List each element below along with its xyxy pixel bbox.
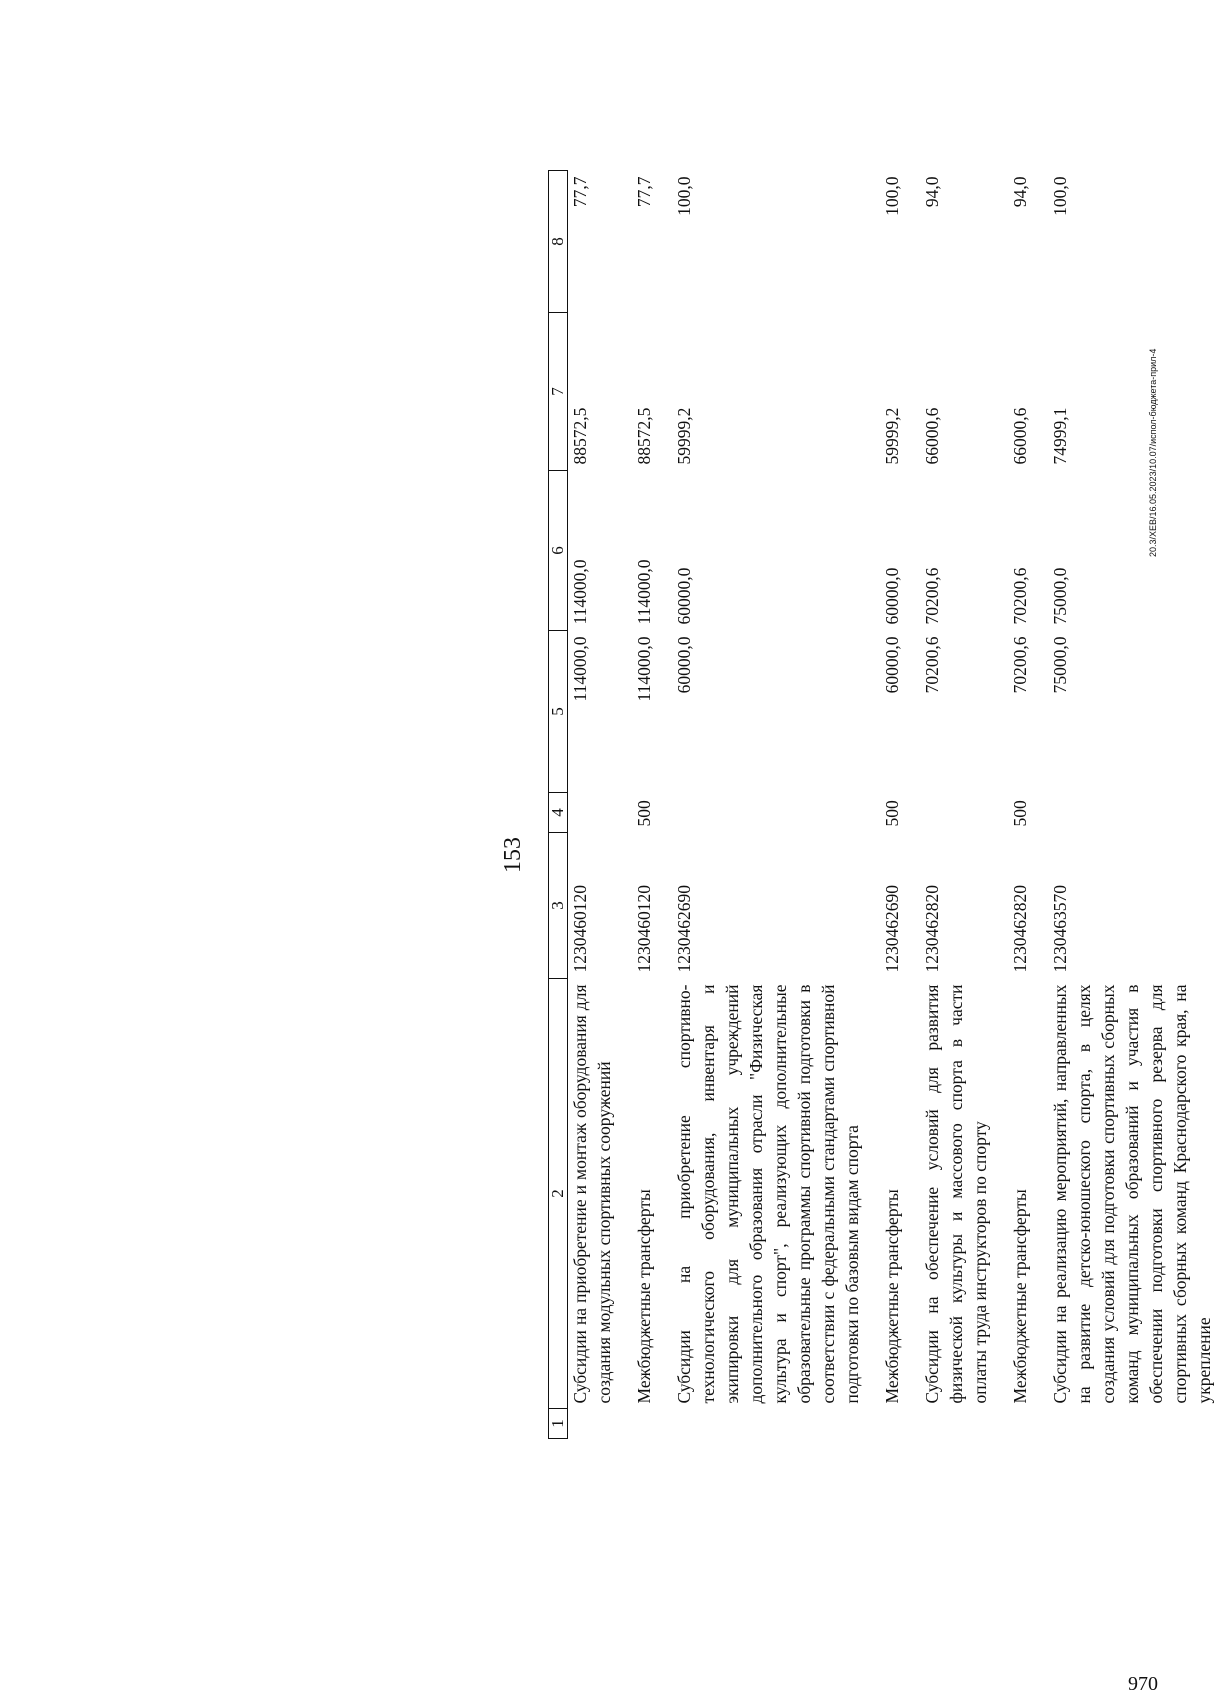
column-header: 5	[549, 631, 568, 793]
table-cell-value: 100,0	[674, 176, 694, 216]
table-cell-code: 1230462820	[922, 885, 942, 973]
table-cell-value: 60000,0	[882, 567, 902, 625]
table-cell	[568, 1409, 633, 1439]
table-cell-value: 59999,2	[674, 407, 694, 465]
table-cell	[1008, 1409, 1048, 1439]
table-cell-description: Субсидии на приобретение спортивно-технологического оборудования, инвентаря и экипировки для муниципальных учреждений дополнительного образования отрасли "Физическая культура и спорт", реализующих дополнительные образовательные программы спортивной подготовки в соответствии с федеральными стандартами спортивной подготовки по базовым видам спорта	[674, 984, 862, 1404]
table-row	[1008, 171, 1048, 1439]
table-cell: 500	[1010, 800, 1030, 827]
sheet-number: 970	[1128, 1673, 1158, 1695]
table-cell-code: 1230462690	[674, 885, 694, 973]
table-cell-value: 59999,2	[882, 407, 902, 465]
column-header: 4	[549, 793, 568, 833]
table-cell-value: 66000,6	[1010, 407, 1030, 465]
table-cell	[632, 1409, 672, 1439]
table-cell-code: 1230463570	[1050, 885, 1070, 973]
table-cell-code: 1230462820	[1010, 885, 1030, 973]
table-cell-value: 70200,6	[1010, 567, 1030, 625]
table-cell-value: 100,0	[1050, 176, 1070, 216]
table-cell: 500	[634, 800, 654, 827]
table-cell-code: 1230462690	[882, 885, 902, 973]
header-row	[549, 171, 568, 1439]
column-header: 1	[549, 1409, 568, 1439]
table-cell	[1048, 793, 1232, 833]
table-cell	[920, 1409, 1008, 1439]
column-header: 8	[549, 171, 568, 313]
table-cell: 500	[882, 800, 902, 827]
table-cell-value: 114000,0	[570, 636, 590, 702]
table-cell	[920, 793, 1008, 833]
table-cell-value: 74999,1	[1050, 407, 1070, 465]
table-row	[632, 171, 672, 1439]
table-row	[880, 171, 920, 1439]
column-header: 6	[549, 471, 568, 631]
table-cell	[672, 793, 880, 833]
table-cell-description: Межбюджетные трансферты	[1010, 1189, 1030, 1404]
table-cell	[880, 1409, 920, 1439]
table-row	[920, 171, 1008, 1439]
column-header: 7	[549, 313, 568, 471]
table-cell-value: 77,7	[634, 176, 654, 208]
table-cell-description: Субсидии на приобретение и монтаж оборудования для создания модульных спортивных сооружений	[570, 984, 614, 1404]
table-cell-value: 94,0	[1010, 176, 1030, 208]
table-cell-description: Межбюджетные трансферты	[634, 1189, 654, 1404]
column-header: 3	[549, 833, 568, 979]
table-cell-description: Субсидии на реализацию мероприятий, направленных на развитие детско-юношеского спорта, в целях создания условий для подготовки спортивных сборных команд муниципальных образований и участия в обеспечении подготовки спортивного резерва для спортивных сборных команд Краснодарского края, на укрепление	[1050, 984, 1214, 1404]
table-cell-value: 75000,0	[1050, 636, 1070, 694]
table-cell-value: 88572,5	[570, 407, 590, 465]
table-cell-value: 60000,0	[674, 567, 694, 625]
table-cell-value: 88572,5	[634, 407, 654, 465]
table-row	[672, 171, 880, 1439]
table-cell-value: 60000,0	[674, 636, 694, 694]
table-cell-value: 70200,6	[922, 636, 942, 694]
table-cell-value: 70200,6	[1010, 636, 1030, 694]
table-cell-description: Межбюджетные трансферты	[882, 1189, 902, 1404]
table-cell	[568, 793, 633, 833]
document-code: 20.3/XEB/16.05.2023/10.07/испол-бюджета-прил-4	[1148, 348, 1158, 557]
table-cell-value: 77,7	[570, 176, 590, 208]
table-cell	[1048, 1409, 1232, 1439]
table-cell	[672, 1409, 880, 1439]
table-cell-code: 1230460120	[634, 885, 654, 973]
table-cell-code: 1230460120	[570, 885, 590, 973]
table-cell-value: 100,0	[882, 176, 902, 216]
table-row	[1048, 171, 1232, 1439]
table-cell-value: 114000,0	[570, 559, 590, 625]
page-number: 153	[500, 837, 526, 873]
table-cell-value: 114000,0	[634, 636, 654, 702]
table-cell-value: 60000,0	[882, 636, 902, 694]
table-cell-value: 94,0	[922, 176, 942, 208]
table-cell-value: 70200,6	[922, 567, 942, 625]
table-cell-value: 66000,6	[922, 407, 942, 465]
column-header: 2	[549, 979, 568, 1409]
table-cell-description: Субсидии на обеспечение условий для развития физической культуры и массового спорта в части оплаты труда инструкторов по спорту	[922, 984, 990, 1404]
budget-table	[548, 170, 1232, 1439]
table-cell-value: 114000,0	[634, 559, 654, 625]
table-cell-value: 75000,0	[1050, 567, 1070, 625]
table-row	[568, 171, 633, 1439]
